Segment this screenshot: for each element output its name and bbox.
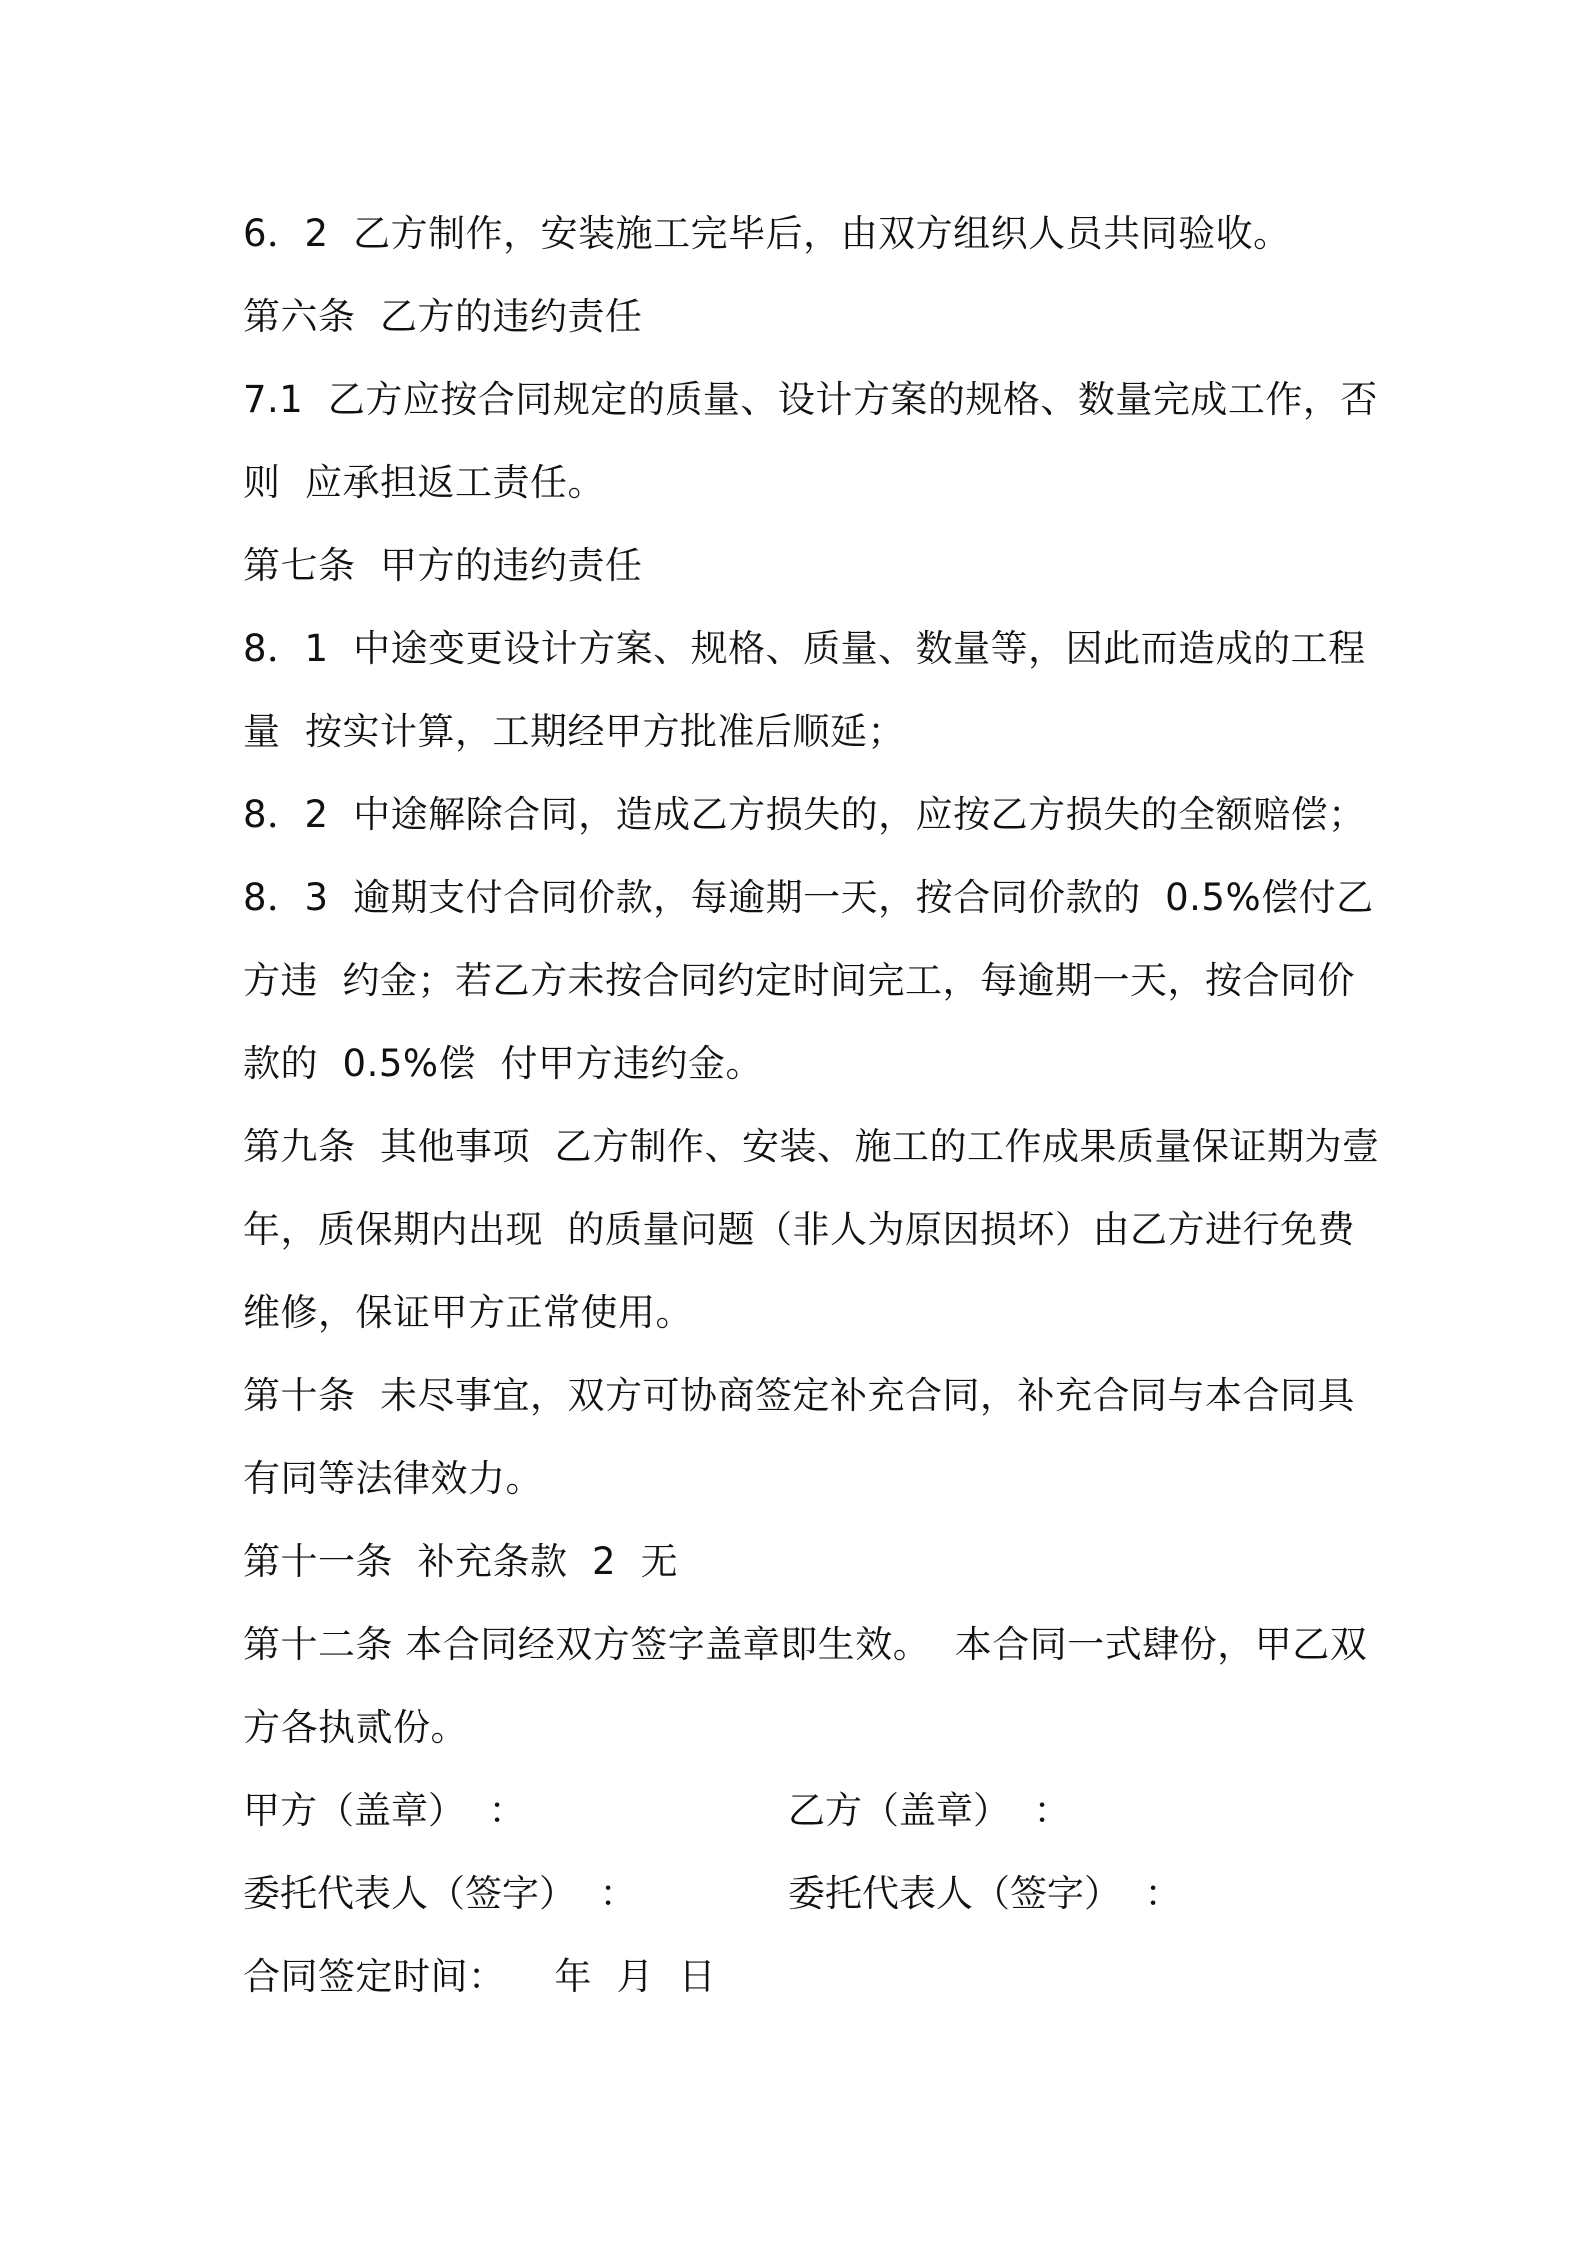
clause-8-3-line-3: 款的 0.5%偿 付甲方违约金。	[243, 1042, 764, 1085]
article-11: 第十一条 补充条款 2 无	[243, 1540, 679, 1583]
party-a-seal-label: 甲方（盖章） ：	[243, 1789, 526, 1832]
article-6-heading: 第六条 乙方的违约责任	[243, 295, 643, 338]
article-10-line-1: 第十条 未尽事宜，双方可协商签定补充合同，补充合同与本合同具	[243, 1374, 1356, 1417]
article-7-heading: 第七条 甲方的违约责任	[243, 544, 643, 587]
clause-7-1-line-2: 则 应承担返工责任。	[243, 461, 606, 504]
representative-row	[243, 1852, 1363, 1935]
contract-body	[243, 192, 1380, 2018]
party-b-seal-label: 乙方（盖章） ：	[788, 1789, 1071, 1832]
article-9-line-3: 维修，保证甲方正常使用。	[243, 1291, 693, 1334]
clause-6-2: 6．2 乙方制作，安装施工完毕后，由双方组织人员共同验收。	[243, 212, 1291, 255]
clause-8-1-line-1: 8．1 中途变更设计方案、规格、质量、数量等，因此而造成的工程	[243, 627, 1366, 670]
clause-8-3-line-2: 方违 约金；若乙方未按合同约定时间完工，每逾期一天，按合同价	[243, 959, 1356, 1002]
article-9-line-1: 第九条 其他事项 乙方制作、安装、施工的工作成果质量保证期为壹	[243, 1125, 1380, 1168]
sign-date-label: 合同签定时间： 年 月 日	[243, 1955, 717, 1998]
clause-7-1-line-1: 7.1 乙方应按合同规定的质量、设计方案的规格、数量完成工作，否	[243, 378, 1378, 421]
article-9-line-2: 年，质保期内出现 的质量问题（非人为原因损坏）由乙方进行免费	[243, 1208, 1356, 1251]
clause-8-1-line-2: 量 按实计算，工期经甲方批准后顺延；	[243, 710, 906, 753]
seal-row	[243, 1769, 1363, 1852]
article-12-line-2: 方各执贰份。	[243, 1706, 468, 1749]
article-12-line-1: 第十二条 本合同经双方签字盖章即生效。 本合同一式肆份，甲乙双	[243, 1623, 1368, 1666]
article-10-line-2: 有同等法律效力。	[243, 1457, 543, 1500]
clause-8-3-line-1: 8．3 逾期支付合同价款，每逾期一天，按合同价款的 0.5%偿付乙	[243, 876, 1374, 919]
party-a-rep-label: 委托代表人（签字） ：	[243, 1872, 637, 1915]
clause-8-2: 8．2 中途解除合同，造成乙方损失的，应按乙方损失的全额赔偿；	[243, 793, 1366, 836]
party-b-rep-label: 委托代表人（签字） ：	[788, 1872, 1182, 1915]
